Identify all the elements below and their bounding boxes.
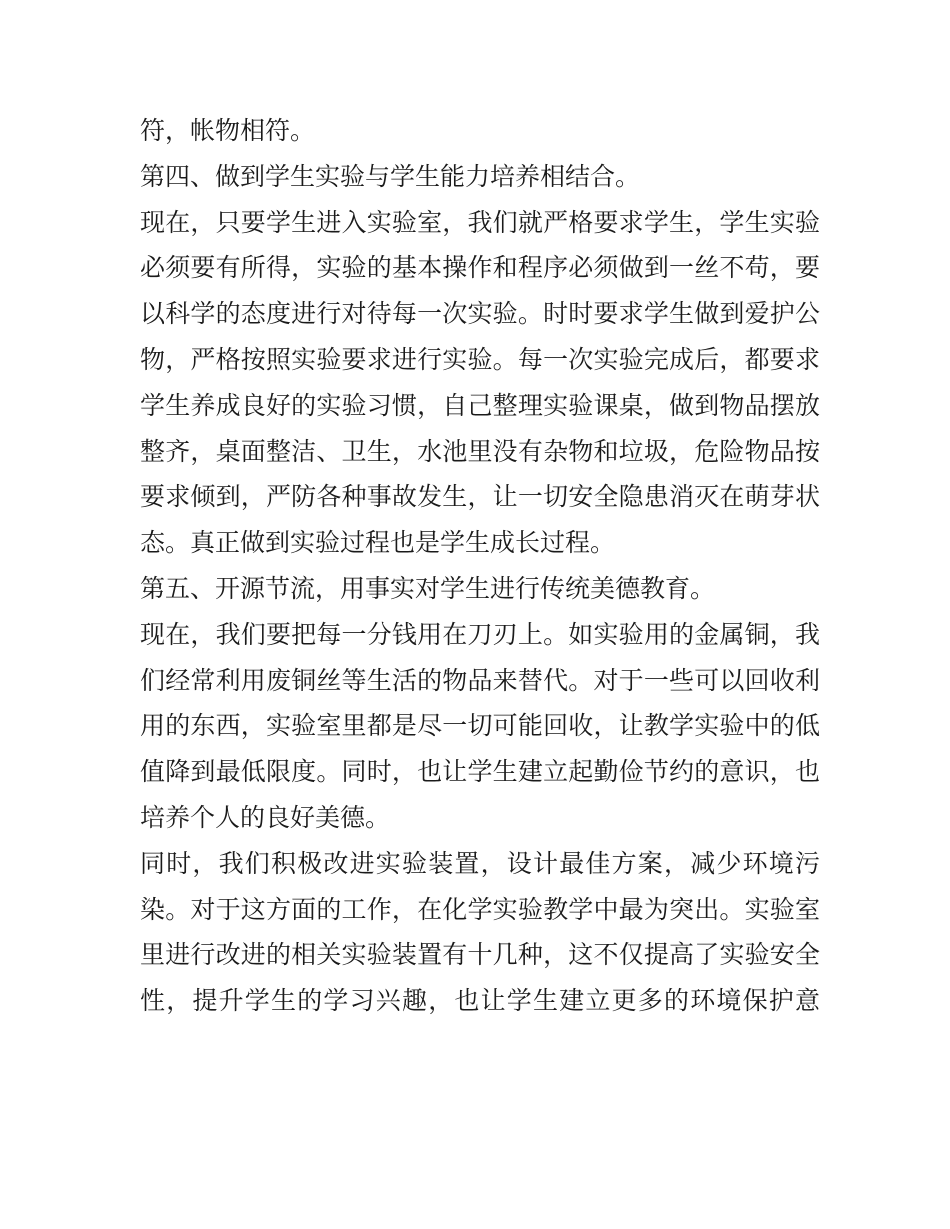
section-heading: 第五、开源节流，用事实对学生进行传统美德教育。 bbox=[140, 573, 716, 603]
text-line: 值降到最低限度。同时，也让学生建立起勤俭节约的意识，也 bbox=[140, 757, 820, 787]
text-line: 符，帐物相符。 bbox=[140, 116, 316, 145]
document-body bbox=[140, 108, 820, 1024]
text-line: 现在，只要学生进入实验室，我们就严格要求学生，学生实验 bbox=[140, 207, 820, 237]
text-line: 们经常利用废铜丝等生活的物品来替代。对于一些可以回收利 bbox=[140, 665, 820, 695]
text-line: 性，提升学生的学习兴趣，也让学生建立更多的环境保护意 bbox=[140, 986, 820, 1016]
text-line: 态。真正做到实验过程也是学生成长过程。 bbox=[140, 528, 616, 558]
text-line: 染。对于这方面的工作，在化学实验教学中最为突出。实验室 bbox=[140, 894, 820, 924]
text-line: 要求倾到，严防各种事故发生，让一切安全隐患消灭在萌芽状 bbox=[140, 482, 820, 512]
section-heading: 第四、做到学生实验与学生能力培养相结合。 bbox=[140, 161, 641, 191]
text-line: 培养个人的良好美德。 bbox=[140, 802, 391, 832]
text-line: 现在，我们要把每一分钱用在刀刃上。如实验用的金属铜，我 bbox=[140, 619, 820, 649]
text-line: 物，严格按照实验要求进行实验。每一次实验完成后，都要求 bbox=[140, 344, 820, 374]
text-line: 必须要有所得，实验的基本操作和程序必须做到一丝不苟，要 bbox=[140, 253, 820, 283]
text-line: 整齐，桌面整洁、卫生，水池里没有杂物和垃圾，危险物品按 bbox=[140, 436, 820, 466]
text-line: 用的东西，实验室里都是尽一切可能回收，让教学实验中的低 bbox=[140, 711, 820, 741]
text-line: 同时，我们积极改进实验装置，设计最佳方案，减少环境污 bbox=[140, 848, 820, 878]
text-line: 里进行改进的相关实验装置有十几种，这不仅提高了实验安全 bbox=[140, 940, 820, 970]
text-line: 学生养成良好的实验习惯，自己整理实验课桌，做到物品摆放 bbox=[140, 390, 820, 420]
text-line: 以科学的态度进行对待每一次实验。时时要求学生做到爱护公 bbox=[140, 299, 820, 329]
